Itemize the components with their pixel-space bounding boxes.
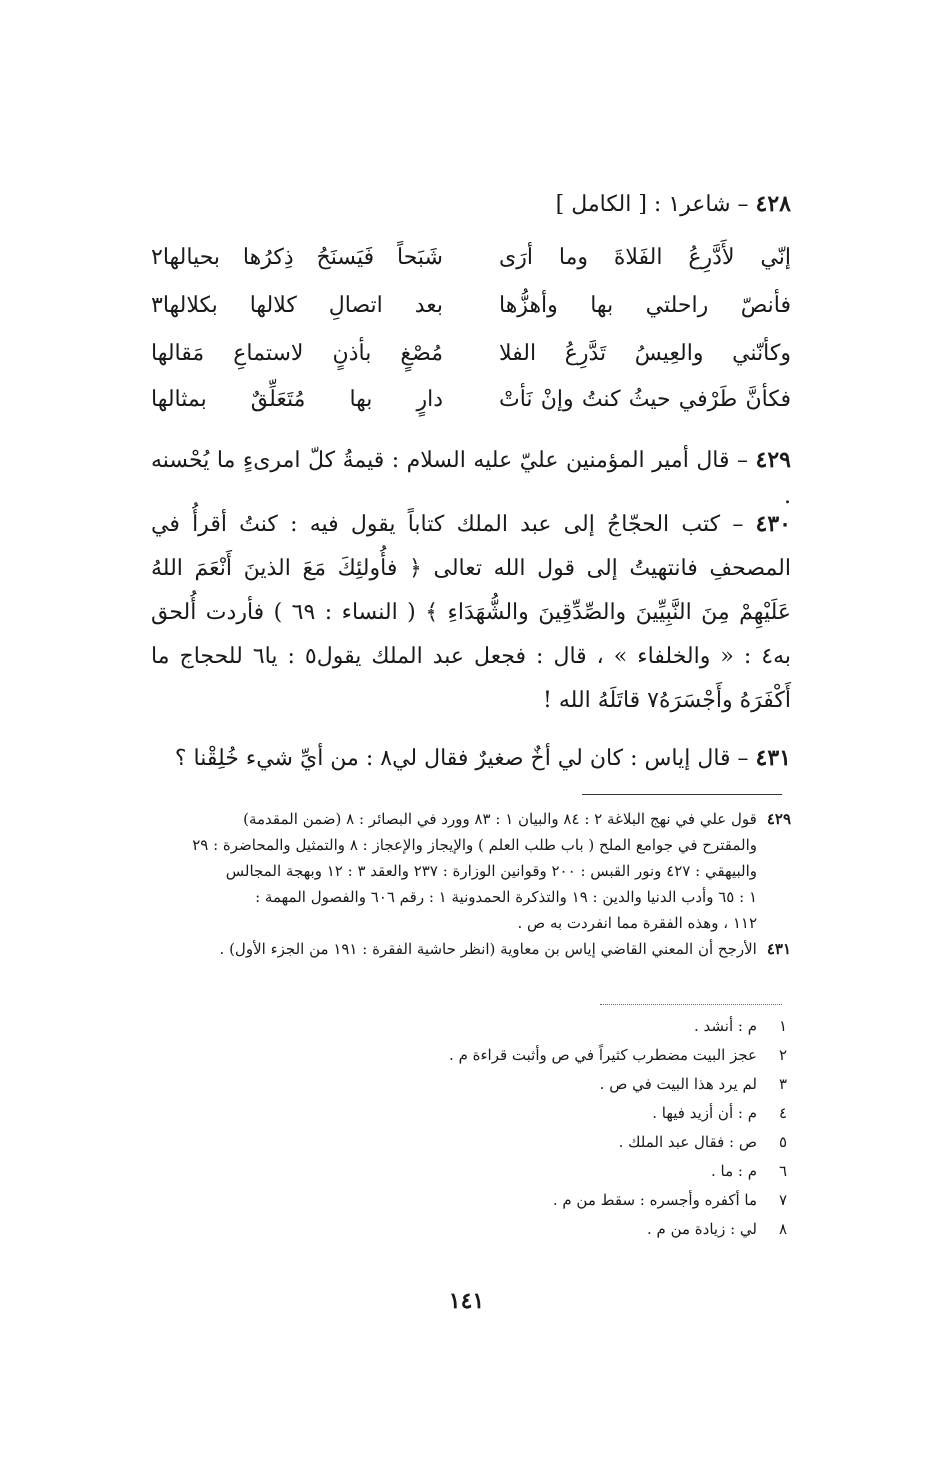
verse-line — [151, 332, 791, 376]
entry-text: – قال إياس : كان لي أخٌ صغيرٌ فقال لي٨ : من أيِّ شيء خُلِقْنا ؟ — [174, 746, 749, 771]
entry-428-heading — [151, 188, 791, 221]
apparatus-number: ٢ — [778, 1046, 787, 1064]
apparatus-item — [151, 1099, 791, 1128]
apparatus-text: م : أنشد . — [693, 1017, 757, 1035]
apparatus-text: عجز البيت مضطرب كثيراً في ص وأثبت قراءة م . — [449, 1046, 757, 1064]
footnote-line: قول علي في نهج البلاغة ٢ : ٨٤ والبيان ١ : ٨٣ وورد في البصائر : ٨ (ضمن المقدمة) — [243, 810, 757, 828]
entry-number: ٤٢٩ — [755, 447, 791, 473]
verse-line — [151, 284, 791, 328]
apparatus-number: ٤ — [778, 1104, 787, 1122]
verse-line — [151, 236, 791, 280]
apparatus-text: ص : فقال عبد الملك . — [618, 1133, 757, 1151]
footnote-line: ١ : ٦٥ وأدب الدنيا والدين : ١٩ والتذكرة الحمدونية ١ : رقم ٦٠٦ والفصول المهمة : — [255, 888, 757, 906]
verse-first-hemistich: وكأنّني والعِيسُ تَدَّرِعُ الفلا — [499, 341, 791, 366]
verse-second-hemistich: بعد اتصالِ كلالها بكلالها٣ — [151, 293, 443, 318]
footnotes — [151, 806, 791, 962]
footnote-line: والبيهقي : ٤٢٧ ونور القبس : ٢٠٠ وقوانين الوزارة : ٢٣٧ والعقد ٣ : ١٢ وبهجة المجالس — [225, 862, 757, 880]
apparatus-text: لم يرد هذا البيت في ص . — [599, 1075, 757, 1093]
entry-heading-text: – شاعر١ : [ الكامل ] — [555, 192, 749, 217]
apparatus-number: ٥ — [778, 1133, 787, 1151]
apparatus-number: ٦ — [778, 1162, 787, 1180]
verse-second-hemistich: شَبَحاً فَيَسنَحُ ذِكرُها بحيالها٢ — [151, 245, 443, 270]
apparatus-separator — [600, 1004, 782, 1005]
entry-430 — [151, 502, 791, 723]
verse-first-hemistich: إنّي لأَدَّرِعُ الفَلاةَ وما أرَى — [499, 245, 791, 270]
footnote-separator — [582, 794, 782, 795]
critical-apparatus — [151, 1012, 791, 1244]
apparatus-item — [151, 1128, 791, 1157]
apparatus-text: لي : زيادة من م . — [646, 1220, 757, 1238]
apparatus-number: ٨ — [778, 1220, 787, 1238]
footnote-ref: ٤٢٩ — [766, 810, 791, 828]
apparatus-item — [151, 1041, 791, 1070]
page-number: ١٤١ — [448, 1288, 485, 1314]
verse-line — [151, 378, 791, 422]
apparatus-item — [151, 1157, 791, 1186]
entry-number: ٤٣١ — [755, 745, 791, 771]
verse-first-hemistich: فأنصّ راحلتي بها وأهزُّها — [499, 293, 791, 318]
apparatus-text: م : أن أزيد فيها . — [652, 1104, 757, 1122]
footnote-line: ١١٢ ، وهذه الفقرة مما انفردت به ص . — [517, 914, 757, 932]
apparatus-item — [151, 1012, 791, 1041]
apparatus-text: ما أكفره وأجسره : سقط من م . — [552, 1191, 757, 1209]
apparatus-number: ٣ — [778, 1075, 787, 1093]
footnote-ref: ٤٣١ — [766, 940, 791, 958]
footnote-429 — [151, 806, 791, 832]
entry-431 — [151, 740, 791, 777]
entry-text: – كتب الحجّاجُ إلى عبد الملك كتاباً يقول فيه : كنتُ أقرأُ في المصحفِ فانتهيتُ إلى قول الله تعالى ﴿ فأُولئِكَ مَعَ الذينَ أَنْعَمَ اللهُ عَلَيْهِمْ مِنَ النَّبِيِّينَ والصِّدِّقِينَ والشُّهَدَاءِ ﴾ ( النساء : ٦٩ ) فأردت أُلحق به٤ : « والخلفاء » ، قال : فجعل عبد الملك يقول٥ : يا٦ للحجاج ما أَكْفَرَهُ وأَجْسَرَهُ٧ قاتَلَهُ الله ! — [151, 512, 791, 713]
apparatus-text: م : ما . — [710, 1162, 757, 1180]
verse-second-hemistich: مُصْغٍ بأذنٍ لاستماعِ مَقالها — [151, 341, 443, 366]
entry-text: – قال أمير المؤمنين عليّ عليه السلام : قيمةُ كلّ امرىءٍ ما يُحْسنه . — [151, 448, 791, 509]
footnote-431 — [151, 936, 791, 962]
verse-second-hemistich: دارٍ بها مُتَعَلِّقٌ بمثالها — [151, 387, 443, 412]
verse-first-hemistich: فكأنَّ طَرْفي حيثُ كنتُ وإنْ نَأتْ — [499, 387, 791, 412]
entry-number: ٤٢٨ — [755, 191, 791, 217]
entry-number: ٤٣٠ — [755, 511, 791, 537]
footnote-line: الأرجح أن المعني القاضي إياس بن معاوية (انظر حاشية الفقرة : ١٩١ من الجزء الأول) . — [219, 940, 757, 958]
apparatus-number: ٧ — [778, 1191, 787, 1209]
apparatus-item — [151, 1070, 791, 1099]
footnote-line: والمقترح في جوامع الملح ( باب طلب العلم ) والإيجاز والإعجاز : ٨ والتمثيل والمحاضرة : ٢٩ — [192, 836, 757, 854]
apparatus-number: ١ — [778, 1017, 787, 1035]
apparatus-item — [151, 1186, 791, 1215]
apparatus-item — [151, 1215, 791, 1244]
